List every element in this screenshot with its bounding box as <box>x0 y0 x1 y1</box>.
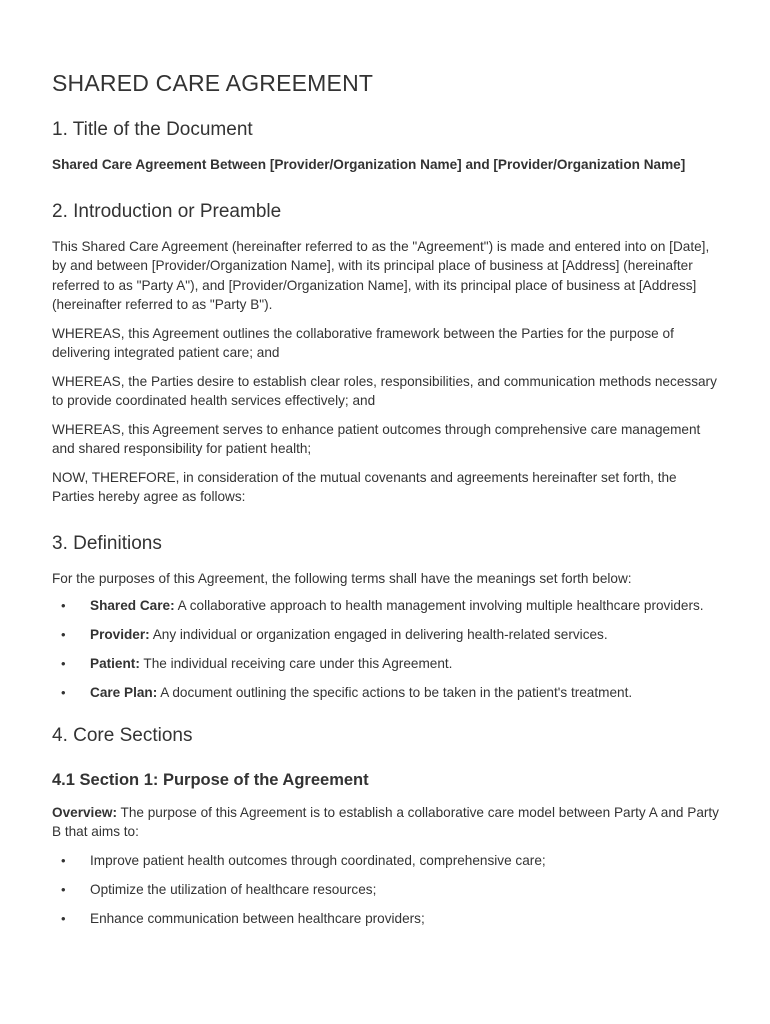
list-item <box>52 909 722 929</box>
section-introduction <box>52 201 722 507</box>
bullet-icon: • <box>61 627 66 642</box>
bullet-icon: • <box>61 852 66 868</box>
intro-paragraph: This Shared Care Agreement (hereinafter referred to as the "Agreement") is made and entered into on [Date], by and between [Provider/Organization Name], with its principal place of business at [Address] (hereinafter referred to as "Party A"), and [Provider/Organization Name], with its principal place of business at [Address] (hereinafter referred to as "Party B"). <box>52 238 710 312</box>
overview-label: Overview: <box>52 804 117 820</box>
bullet-icon: • <box>61 881 66 897</box>
purpose-item-text: Enhance communication between healthcare providers; <box>90 910 425 926</box>
definition-text: A collaborative approach to health management involving multiple healthcare providers. <box>174 598 704 613</box>
list-item <box>52 596 722 616</box>
definition-term: Care Plan: <box>90 685 158 700</box>
definition-text: A document outlining the specific actions to be taken in the patient's treatment. <box>157 685 633 700</box>
list-item <box>52 654 722 674</box>
overview-paragraph <box>52 803 722 842</box>
bullet-icon: • <box>61 656 66 671</box>
subsection-heading: 4.1 Section 1: Purpose of the Agreement <box>52 770 369 789</box>
definition-term: Patient: <box>90 656 140 671</box>
definitions-list <box>52 596 722 703</box>
agreement-subtitle: Shared Care Agreement Between [Provider/Organization Name] and [Provider/Organization Name] <box>52 157 686 172</box>
definitions-lead: For the purposes of this Agreement, the following terms shall have the meanings set forth below: <box>52 570 632 586</box>
whereas-paragraph: WHEREAS, the Parties desire to establish clear roles, responsibilities, and communication methods necessary to provide coordinated health services effectively; and <box>52 373 717 408</box>
now-therefore-paragraph: NOW, THEREFORE, in consideration of the mutual covenants and agreements hereinafter set forth, the Parties hereby agree as follows: <box>52 469 677 504</box>
section-core-sections <box>52 725 722 929</box>
purpose-item-text: Improve patient health outcomes through coordinated, comprehensive care; <box>90 852 546 868</box>
definition-term: Shared Care: <box>90 598 175 613</box>
document-title: SHARED CARE AGREEMENT <box>52 70 374 96</box>
document-page <box>52 70 722 938</box>
section-heading: 4. Core Sections <box>52 724 193 746</box>
definition-text: Any individual or organization engaged in delivering health-related services. <box>149 627 608 642</box>
section-heading: 2. Introduction or Preamble <box>52 200 282 222</box>
list-item <box>52 683 722 703</box>
whereas-paragraph: WHEREAS, this Agreement outlines the collaborative framework between the Parties for the purpose of delivering integrated patient care; and <box>52 325 674 360</box>
purpose-list <box>52 851 722 929</box>
bullet-icon: • <box>61 910 66 926</box>
bullet-icon: • <box>61 598 66 613</box>
bullet-icon: • <box>61 685 66 700</box>
section-definitions <box>52 533 722 703</box>
section-heading: 3. Definitions <box>52 532 162 554</box>
section-heading: 1. Title of the Document <box>52 119 253 140</box>
section-title-of-document <box>52 119 722 175</box>
definition-text: The individual receiving care under this Agreement. <box>139 656 453 671</box>
whereas-paragraph: WHEREAS, this Agreement serves to enhance patient outcomes through comprehensive care management and shared responsibility for patient health; <box>52 421 701 456</box>
purpose-item-text: Optimize the utilization of healthcare resources; <box>90 881 377 897</box>
overview-text: The purpose of this Agreement is to establish a collaborative care model between Party A and Party B that aims to: <box>52 804 719 839</box>
list-item <box>52 880 722 900</box>
list-item <box>52 851 722 871</box>
definition-term: Provider: <box>90 627 150 642</box>
list-item <box>52 625 722 645</box>
